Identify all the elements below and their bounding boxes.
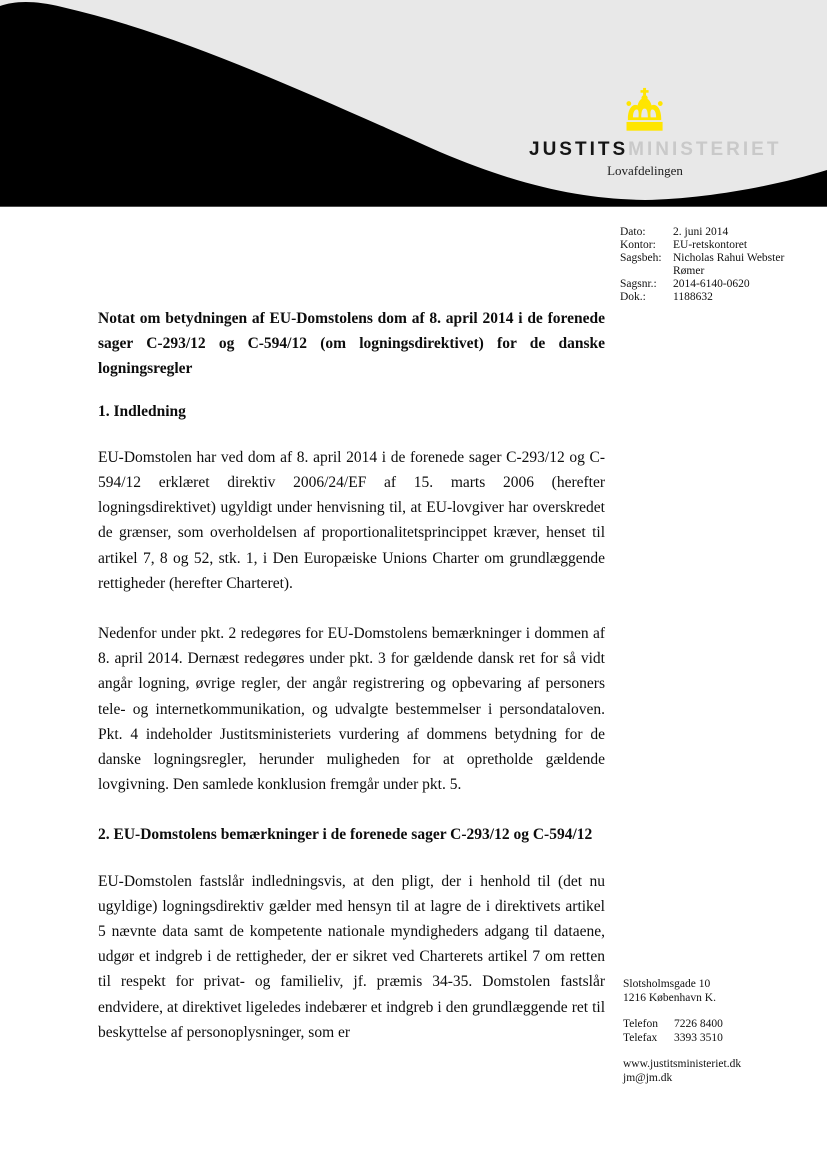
department-label: Lovafdelingen xyxy=(607,163,683,178)
meta-label: Dok.: xyxy=(620,291,646,303)
address-line-1: Slotsholmsgade 10 xyxy=(623,978,711,990)
meta-label: Sagsbeh: xyxy=(620,252,662,264)
section-heading-1: 1. Indledning xyxy=(98,402,186,420)
meta-value: 1188632 xyxy=(673,291,713,303)
meta-row-office xyxy=(620,239,798,252)
email: jm@jm.dk xyxy=(623,1071,673,1084)
document-body xyxy=(98,306,605,1070)
meta-label: Kontor: xyxy=(620,239,656,251)
paragraph-2: Nedenfor under pkt. 2 redegøres for EU-Domstolens bemærkninger i dommen af 8. april 2014. Dernæst redegøres under pkt. 3 for gældende dansk ret for så vidt angår logning, øvrige regler, der angår registrering og opbevaring af personers tele- og internetkommunikation, og udvalgte bestemmelser i persondataloven. Pkt. 4 indeholder Justitsministeriets vurdering af dommens betydning for de danske logningsregler, herunder muligheden for at opretholde gældende lovgivning. Den samlede konklusion fremgår under pkt. 5. xyxy=(98,625,605,794)
phone-row xyxy=(623,1018,793,1032)
ministry-wordmark xyxy=(529,139,782,161)
meta-value: EU-retskontoret xyxy=(673,239,748,251)
contact-block xyxy=(623,978,793,1098)
phone-number: 7226 8400 xyxy=(674,1018,723,1030)
contact-address xyxy=(623,978,793,1005)
meta-label: Dato: xyxy=(620,226,646,238)
meta-label: Sagsnr.: xyxy=(620,278,657,290)
fax-number: 3393 3510 xyxy=(674,1031,723,1044)
section-heading-2: 2. EU-Domstolens bemærkninger i de forenede sager C-293/12 og C-594/12 xyxy=(98,826,593,844)
wordmark-ministeriet: MINISTERIET xyxy=(628,139,782,160)
paragraph-1: EU-Domstolen har ved dom af 8. april 2014 i de forenede sager C-293/12 og C-594/12 erklæret direktiv 2006/24/EF af 15. marts 2006 (herefter logningsdirektivet) ugyldigt under henvisning til, at EU-lovgiver har overskredet de grænser, som overholdelsen af proportionalitetsprincippet kræver, henset til artikel 7, 8 og 52, stk. 1, i Den Europæiske Unions Charter om grundlæggende rettigheder (herefter Charteret). xyxy=(98,448,605,592)
case-meta-block xyxy=(620,226,798,304)
meta-value: 2014-6140-0620 xyxy=(673,278,750,290)
website: www.justitsministeriet.dk xyxy=(623,1058,742,1070)
meta-row-caseworker xyxy=(620,252,798,278)
document-title: Notat om betydningen af EU-Domstolens dom af 8. april 2014 i de forenede sager C-293/12 og C-594/12 (om logningsdirektivet) for de danske logningsregler xyxy=(98,310,605,378)
fax-row xyxy=(623,1032,793,1046)
fax-label: Telefax xyxy=(623,1031,658,1044)
contact-phones xyxy=(623,1018,793,1045)
meta-value: 2. juni 2014 xyxy=(673,226,729,238)
letterhead xyxy=(0,0,827,207)
phone-label: Telefon xyxy=(623,1018,658,1030)
meta-value: Nicholas Rahui Webster Rømer xyxy=(673,252,785,277)
crown-icon xyxy=(621,86,667,134)
address-line-2: 1216 København K. xyxy=(623,991,716,1004)
meta-row-casenumber xyxy=(620,278,798,291)
meta-row-docnumber xyxy=(620,291,798,304)
paragraph-3: EU-Domstolen fastslår indledningsvis, at den pligt, der i henhold til (det nu ugyldige) logningsdirektiv gælder med hensyn til at lagre de i direktivets artikel 5 nævnte data samt de kompetente nationale myndigheders adgang til dataene, udgør et indgreb i de rettigheder, der er sikret ved Charterets artikel 7 om retten til respekt for privat- og familieliv, jf. præmis 34-35. Domstolen fastslår endvidere, at direktivet ligeledes indebærer et indgreb i den grundlæggende ret til beskyttelse af personoplysninger, som er xyxy=(98,872,605,1041)
wordmark-justits: JUSTITS xyxy=(529,139,629,160)
meta-row-date xyxy=(620,226,798,239)
contact-online xyxy=(623,1058,793,1085)
